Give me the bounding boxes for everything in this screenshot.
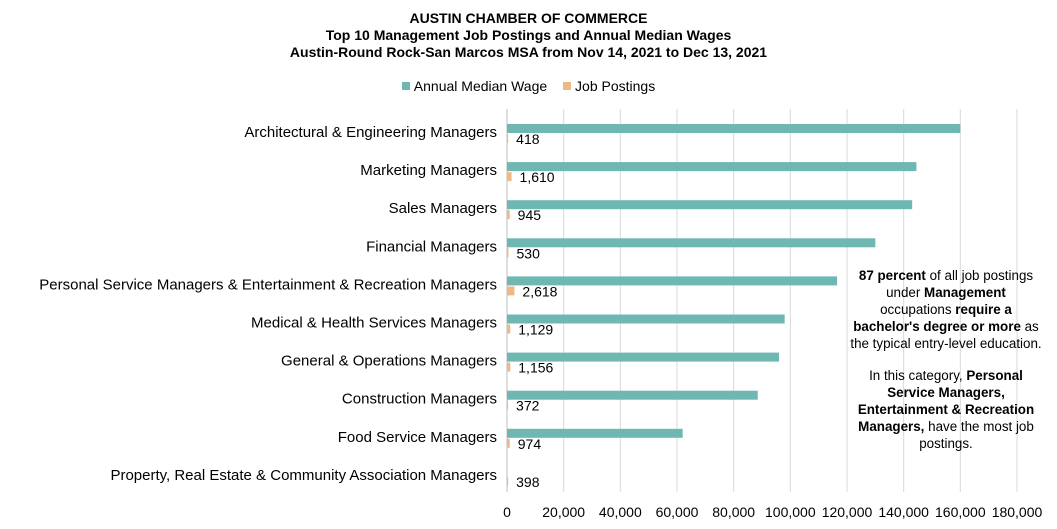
category-label: Construction Managers [341, 390, 497, 408]
category-label: Property, Real Estate & Community Association Managers [110, 466, 497, 484]
job-postings-data-label: 398 [516, 473, 540, 490]
annotation-paragraph-2 [850, 367, 1042, 452]
wage-bar [507, 162, 916, 171]
wage-bar [507, 124, 960, 133]
x-tick-label: 100,000 [765, 504, 816, 520]
job-postings-data-label: 974 [517, 435, 542, 452]
chart-subtitle-1: Top 10 Management Job Postings and Annual Median Wages [325, 27, 732, 43]
category-label: Personal Service Managers & Entertainment & Recreation Managers [39, 276, 497, 294]
job-postings-data-label: 530 [516, 245, 540, 262]
chart-title: AUSTIN CHAMBER OF COMMERCE [409, 10, 648, 26]
x-tick-label: 180,000 [991, 504, 1043, 520]
category-label: Financial Managers [366, 238, 497, 256]
category-label: Architectural & Engineering Managers [244, 124, 497, 141]
job-postings-data-label: 1,610 [519, 169, 555, 186]
annotation-run: 87 percent [858, 268, 926, 283]
job-postings-bar [507, 210, 510, 219]
chart-subtitle-2: Austin-Round Rock-San Marcos MSA from Nov 14, 2021 to Dec 13, 2021 [289, 44, 768, 60]
job-postings-bar [507, 439, 510, 448]
wage-bar [507, 200, 912, 209]
annotation-run: In this category, [869, 368, 967, 383]
annotation-run: require a bachelor's degree or more [853, 302, 1021, 334]
annotation-paragraph-1 [850, 267, 1042, 352]
annotation-run: of all job postings under [886, 268, 1034, 300]
category-label: Food Service Managers [337, 428, 497, 446]
annotation-run: occupations [880, 302, 956, 317]
job-postings-data-label: 372 [516, 397, 540, 414]
job-postings-data-label: 1,129 [518, 321, 554, 338]
x-tick-label: 160,000 [935, 504, 986, 520]
job-postings-data-label: 418 [516, 131, 540, 147]
job-postings-data-label: 1,156 [518, 359, 554, 376]
annotation-run: as the typical entry-level education. [850, 319, 1042, 351]
job-postings-bar [507, 134, 508, 143]
category-label: Marketing Managers [360, 162, 497, 180]
job-postings-bar [507, 363, 510, 372]
category-label: Sales Managers [388, 200, 497, 218]
job-postings-bar [507, 477, 508, 486]
job-postings-bar [507, 401, 508, 410]
x-tick-label: 140,000 [878, 504, 929, 520]
category-label: Medical & Health Services Managers [251, 314, 497, 332]
annotation-run: Management [924, 285, 1006, 300]
wage-bar [507, 238, 875, 247]
x-tick-label: 0 [503, 504, 511, 520]
wage-bar [507, 391, 758, 400]
annotation-run: Personal Service Managers, Entertainment & Recreation Managers, [857, 368, 1035, 434]
category-label: General & Operations Managers [281, 352, 497, 370]
x-tick-label: 80,000 [712, 504, 756, 520]
annotation-box [850, 267, 1042, 467]
legend-label-postings: Job Postings [575, 78, 656, 94]
job-postings-bar [507, 325, 510, 334]
x-tick-label: 60,000 [655, 504, 699, 520]
legend-label-wage: Annual Median Wage [413, 78, 548, 94]
x-tick-label: 120,000 [821, 504, 873, 520]
job-postings-data-label: 2,618 [522, 283, 558, 300]
x-tick-label: 40,000 [598, 504, 642, 520]
annotation-run: have the most job postings. [919, 419, 1034, 451]
job-postings-bar [507, 248, 509, 257]
job-postings-bar [507, 286, 514, 295]
job-postings-bar [507, 172, 512, 181]
x-tick-label: 20,000 [542, 504, 586, 520]
job-postings-data-label: 945 [517, 207, 542, 224]
